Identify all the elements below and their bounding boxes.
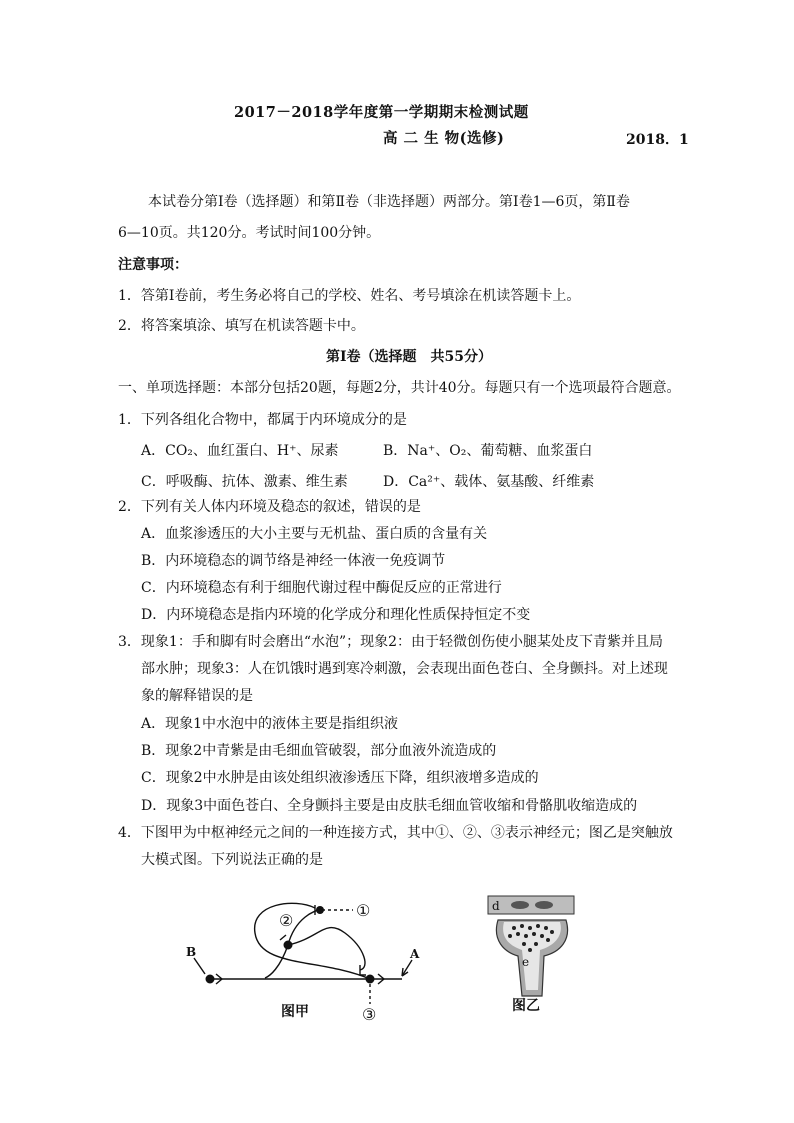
neuron-body-b: [206, 975, 215, 984]
neuron-body-3: [366, 975, 375, 984]
notes-item-1: 1．答第Ⅰ卷前，考生务必将自己的学校、姓名、考号填涂在机读答题卡上。: [118, 288, 581, 304]
q1-option-c: C．呼吸酶、抗体、激素、维生素: [141, 474, 348, 490]
q1-option-a: A．CO₂、血红蛋白、H⁺、尿素: [141, 443, 339, 459]
figure-a-neuron-diagram: [170, 888, 440, 1028]
q2-option-b: B．内环境稳态的调节络是神经一体液一免疫调节: [141, 553, 446, 569]
label-circled-1: ①: [356, 901, 371, 920]
q3-option-a: A．现象1中水泡中的液体主要是指组织液: [141, 716, 399, 732]
section-instructions: 一、单项选择题：本部分包括20题，每题2分，共计40分。每题只有一个选项最符合题意。: [118, 380, 681, 396]
label-circled-2: ②: [279, 911, 294, 930]
q1-option-d: D．Ca²⁺、载体、氨基酸、纤维素: [383, 474, 595, 490]
neuron-outer-loop: [255, 903, 370, 979]
q3-stem-line-1: 3．现象1：手和脚有时会磨出“水泡”；现象2：由于轻微创伤使小腿某处皮下青紫并且局: [118, 634, 664, 650]
label-circled-3: ③: [362, 1005, 377, 1024]
leader-b: [194, 958, 205, 974]
q2-option-d: D．内环境稳态是指内环境的化学成分和理化性质保持恒定不变: [141, 607, 531, 623]
figure-b-caption: 图乙: [512, 998, 540, 1014]
q2-option-c: C．内环境稳态有利于细胞代谢过程中酶促反应的正常进行: [141, 580, 502, 596]
label-d: d: [492, 899, 500, 913]
subject-title: 高 二 生 物(选修): [383, 130, 505, 147]
exam-date: 2018．1: [626, 132, 689, 148]
q3-option-b: B．现象2中青紫是由毛细血管破裂，部分血液外流造成的: [141, 743, 497, 759]
neuron-body-2: [284, 941, 293, 950]
q2-stem: 2．下列有关人体内环境及稳态的叙述，错误的是: [118, 499, 421, 515]
label-b: B: [186, 945, 197, 959]
postsynaptic-membrane: [488, 896, 574, 914]
neuron-2-lower-branch: [265, 945, 288, 978]
mitochondrion-2: [535, 901, 553, 909]
q1-option-b: B．Na⁺、O₂、葡萄糖、血浆蛋白: [383, 443, 593, 459]
notes-item-2: 2．将答案填涂、填写在机读答题卡中。: [118, 318, 365, 334]
q3-option-c: C．现象2中水肿是由该处组织液渗透压下降，组织液增多造成的: [141, 770, 539, 786]
q1-stem: 1．下列各组化合物中，都属于内环境成分的是: [118, 412, 407, 428]
mitochondrion-1: [511, 901, 529, 909]
synapse-t-3: [280, 935, 286, 940]
intro-line-1: 本试卷分第Ⅰ卷（选择题）和第Ⅱ卷（非选择题）两部分。第Ⅰ卷1—6页，第Ⅱ卷: [148, 194, 630, 210]
exam-title: 2017－2018学年度第一学期期末检测试题: [234, 104, 529, 121]
arrow-a-line: [402, 960, 412, 976]
q3-stem-line-2: 部水肿；现象3：人在饥饿时遇到寒冷刺激，会表现出面色苍白、全身颤抖。对上述现: [141, 661, 668, 677]
label-e: e: [522, 955, 530, 969]
neuron-body-1: [316, 906, 324, 914]
figure-b-synapse-diagram: [486, 890, 582, 1014]
notes-heading: 注意事项：: [118, 257, 188, 273]
q4-stem-line-1: 4．下图甲为中枢神经元之间的一种连接方式，其中①、②、③表示神经元；图乙是突触放: [118, 825, 673, 841]
neuron-2-right-branch: [288, 928, 365, 970]
q2-option-a: A．血浆渗透压的大小主要与无机盐、蛋白质的含量有关: [141, 526, 488, 542]
section-heading: 第Ⅰ卷（选择题 共55分）: [326, 349, 493, 365]
q4-stem-line-2: 大模式图。下列说法正确的是: [141, 852, 323, 868]
q3-option-d: D．现象3中面色苍白、全身颤抖主要是由皮肤毛细血管收缩和骨骼肌收缩造成的: [141, 798, 638, 814]
figure-a-caption: 图甲: [281, 1004, 309, 1020]
label-a: A: [410, 947, 420, 961]
intro-line-2: 6—10页。共120分。考试时间100分钟。: [118, 225, 381, 241]
q3-stem-line-3: 象的解释错误的是: [141, 688, 253, 704]
